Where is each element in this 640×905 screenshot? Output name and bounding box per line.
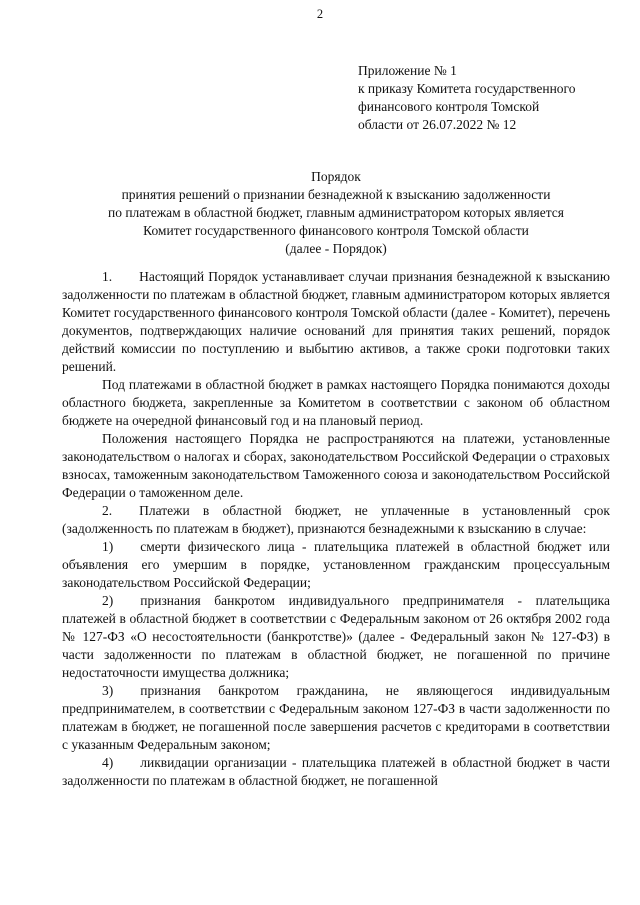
appendix-header — [358, 62, 628, 134]
title-line: (далее - Порядок) — [285, 241, 387, 256]
paragraph-exclusions: Положения настоящего Порядка не распространяются на платежи, установленные законодательством о налогах и сборах, законодательством Российской Федерации о страховых взносах, таможенным законодательством Таможенного союза и законодательством Российской Федерации о таможенном деле. — [62, 431, 610, 500]
paragraph-case-3: 3) признания банкротом гражданина, не являющегося индивидуальным предпринимателем, в соответствии с Федеральным законом 127-ФЗ в части задолженности по платежам в бюджет, не погашенной после завершения расчетов с кредиторами в соответствии с указанным Федеральным законом; — [62, 683, 610, 752]
paragraph-clause-2: 2. Платежи в областной бюджет, не уплаченные в установленный срок (задолженность по платежам в бюджет), признаются безнадежными к взысканию в случае: — [62, 503, 610, 536]
appendix-line: финансового контроля Томской — [358, 99, 540, 114]
title-line: Порядок — [311, 169, 361, 184]
document-title — [40, 168, 632, 258]
paragraph-case-4: 4) ликвидации организации - плательщика платежей в областной бюджет в части задолженности по платежам в областной бюджет, не погашенной — [62, 755, 610, 788]
paragraph-case-1: 1) смерти физического лица - плательщика платежей в областной бюджет или объявления его умершим в порядке, установленном гражданским процессуальным законодательством Российской Федерации; — [62, 539, 610, 590]
appendix-line: к приказу Комитета государственного — [358, 81, 576, 96]
page-number: 2 — [316, 7, 324, 21]
paragraph-definition: Под платежами в областной бюджет в рамках настоящего Порядка понимаются доходы областного бюджета, закрепленные за Комитетом в соответствии с законом об областном бюджете на очередной финансовый год и на плановый период. — [62, 377, 610, 428]
document-body — [62, 268, 610, 790]
title-line: принятия решений о признании безнадежной к взысканию задолженности — [121, 187, 551, 202]
appendix-line: области от 26.07.2022 № 12 — [358, 117, 517, 132]
paragraph-case-2: 2) признания банкротом индивидуального предпринимателя - плательщика платежей в областной бюджет в соответствии с Федеральным законом от 26 октября 2002 года № 127-ФЗ «О несостоятельности (банкротстве)» (далее - Федеральный закон № 127-ФЗ) в части задолженности по платежам в областной бюджет, не погашенной по причине недостаточности имущества должника; — [62, 593, 610, 680]
title-line: по платежам в областной бюджет, главным администратором которых является — [107, 205, 565, 220]
appendix-line: Приложение № 1 — [358, 63, 457, 78]
paragraph-clause-1: 1. Настоящий Порядок устанавливает случаи признания безнадежной к взысканию задолженности по платежам в областной бюджет, главным администратором которых является Комитет государственного финансового контроля Томской области (далее - Комитет), перечень документов, подтверждающих наличие оснований для принятия таких решений, порядок действий комиссии по поступлению и выбытию активов, а также сроки подготовки таких решений. — [62, 269, 610, 374]
title-line: Комитет государственного финансового контроля Томской области — [143, 223, 529, 238]
